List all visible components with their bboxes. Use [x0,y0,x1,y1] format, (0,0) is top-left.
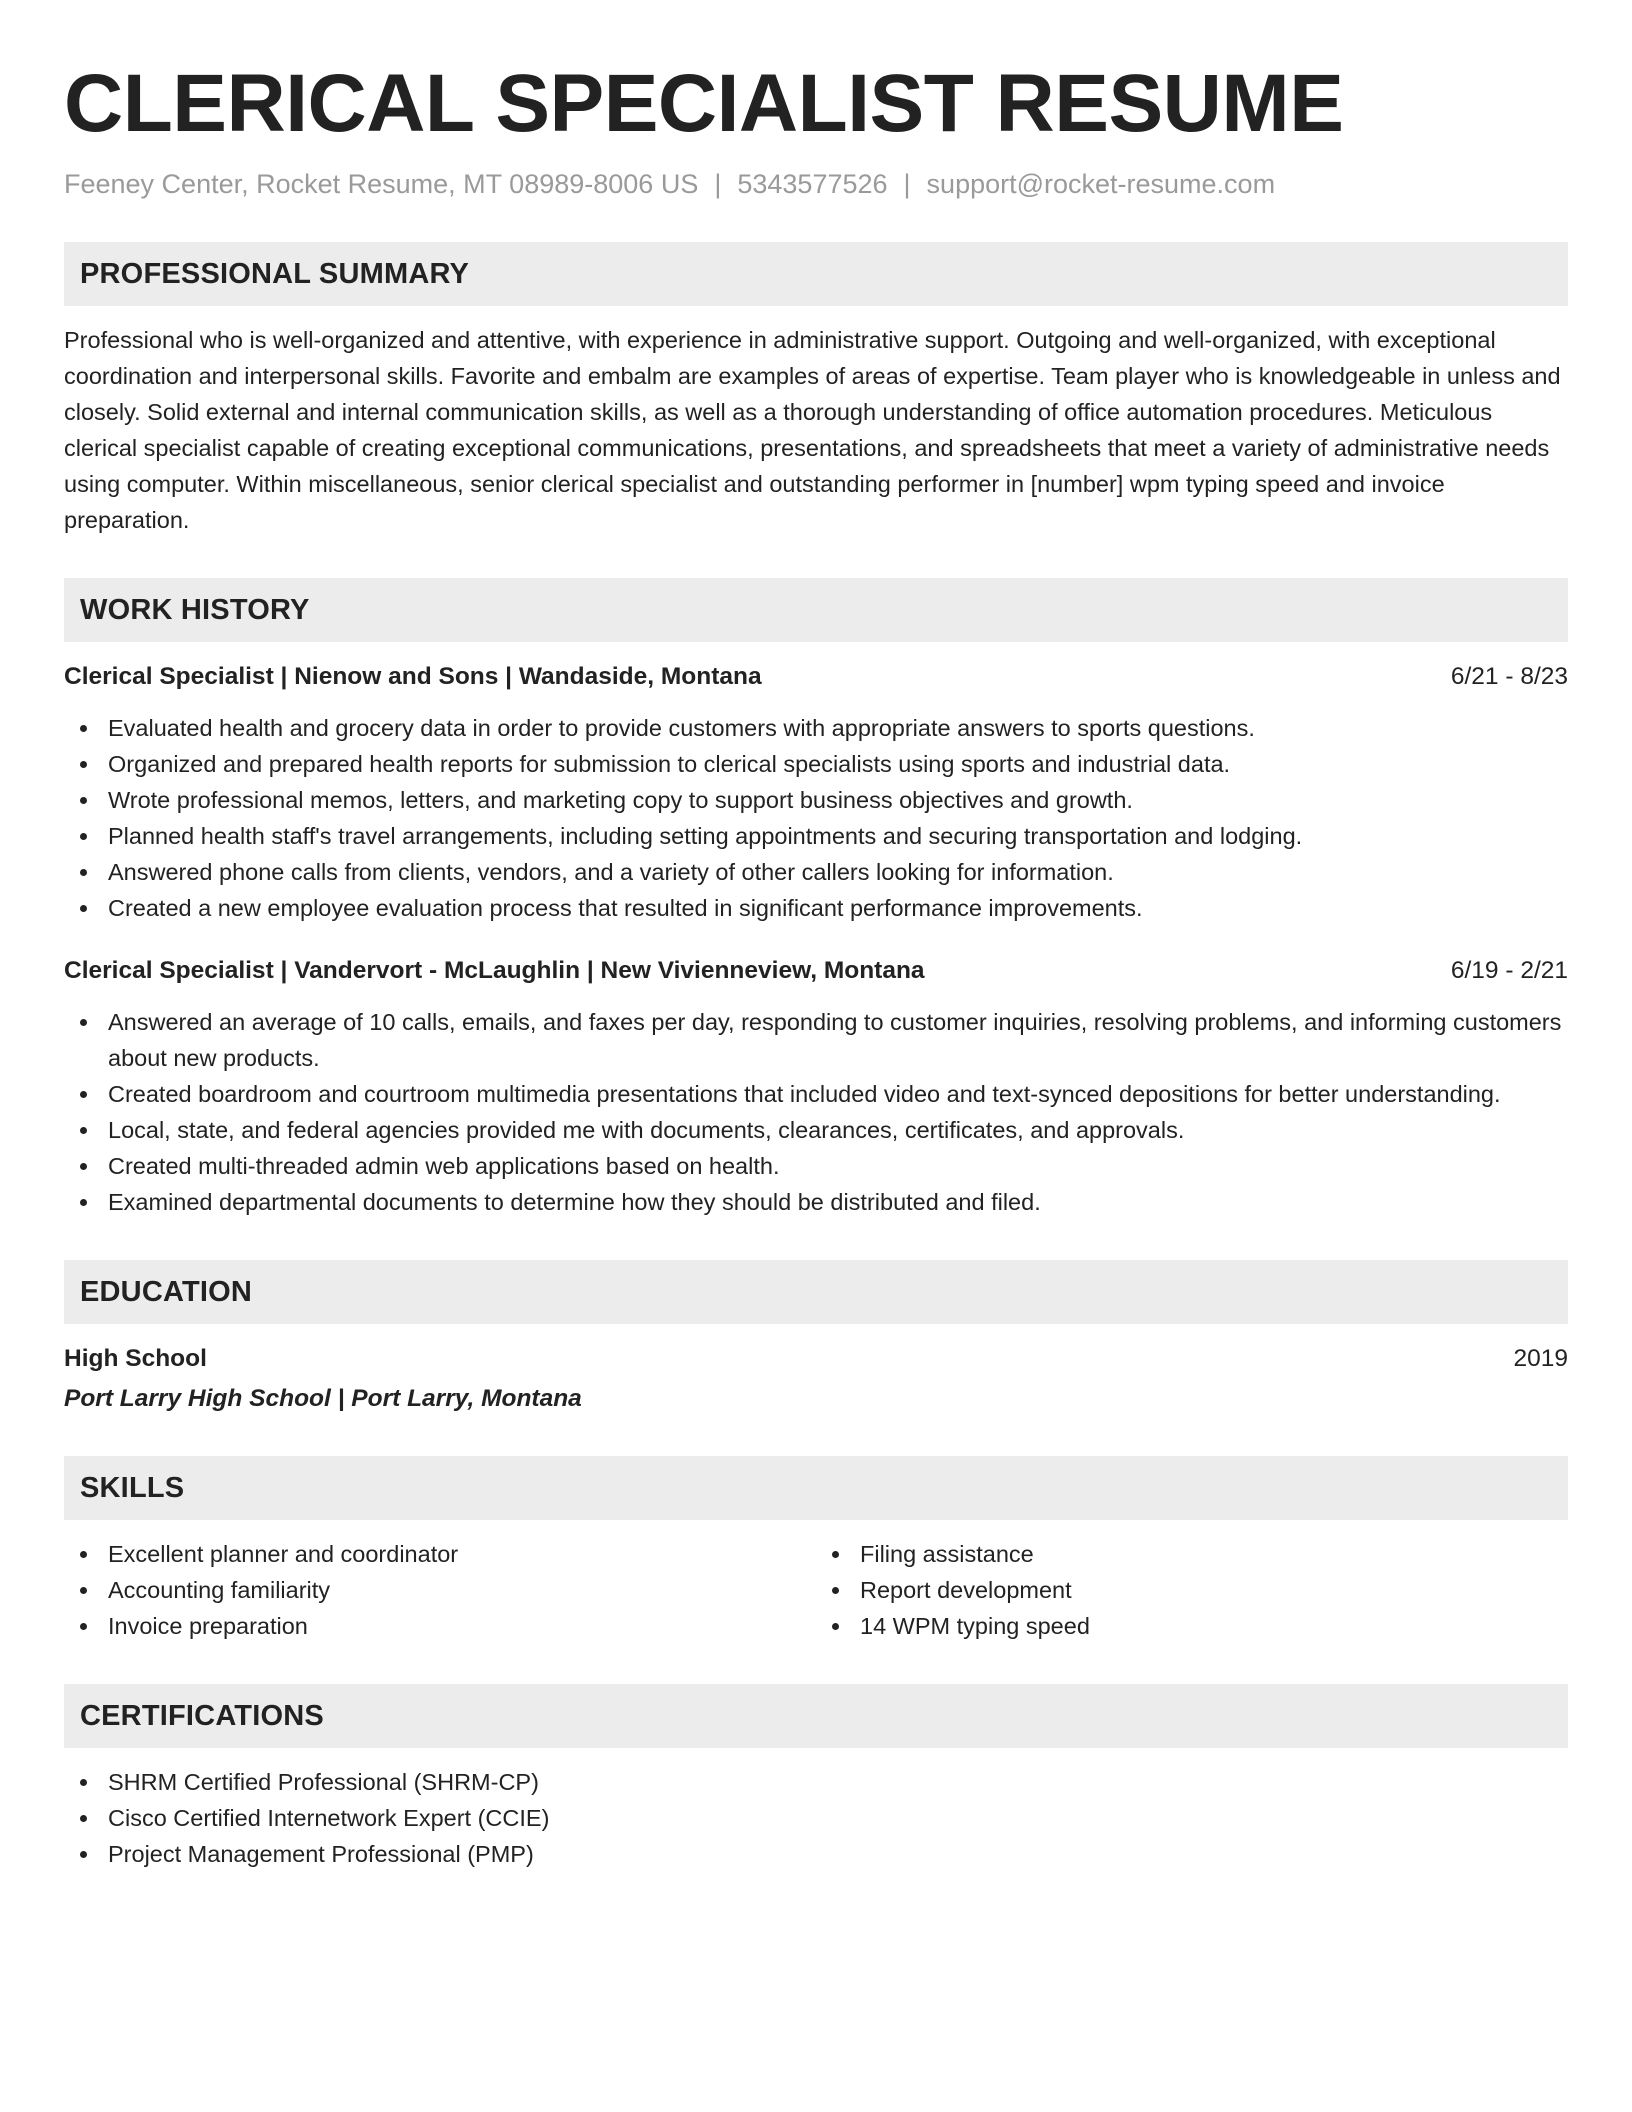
bullet-icon [80,1199,87,1206]
bullet-icon [80,1551,87,1558]
section-professional-summary [64,242,1568,538]
education-entry [64,1342,1568,1416]
section-heading: CERTIFICATIONS [64,1684,1568,1748]
bullet-text: Evaluated health and grocery data in order to provide customers with appropriate answers to sports questions. [108,715,1255,741]
job-entry [64,660,1568,926]
bullet-icon [80,1587,87,1594]
list-item [64,1112,1568,1148]
bullet-icon [832,1551,839,1558]
bullet-text: Answered phone calls from clients, vendors, and a variety of other callers looking for information. [108,859,1114,885]
job-dates: 6/21 - 8/23 [1450,663,1568,690]
section-certifications [64,1684,1568,1872]
certification-text: Cisco Certified Internetwork Expert (CCIE) [108,1805,550,1831]
list-item [64,1536,816,1572]
certifications-list [64,1764,1568,1872]
bullet-icon [80,761,87,768]
bullet-icon [80,833,87,840]
skills-grid [64,1536,1568,1644]
job-bullet-list [64,710,1568,926]
list-item [64,1836,1568,1872]
list-item [64,854,1568,890]
bullet-text: Organized and prepared health reports for submission to clerical specialists using sports and industrial data. [108,751,1231,777]
skills-column-left [64,1536,816,1644]
contact-separator: | [714,169,722,199]
resume-title: CLERICAL SPECIALIST RESUME [64,58,1344,149]
section-skills [64,1456,1568,1644]
contact-separator: | [903,169,911,199]
bullet-icon [80,1019,87,1026]
bullet-icon [80,1623,87,1630]
bullet-icon [80,869,87,876]
bullet-text: Planned health staff's travel arrangements, including setting appointments and securing transportation and lodging. [108,823,1303,849]
skills-column-right [816,1536,1568,1644]
list-item [64,1608,816,1644]
contact-email: support@rocket-resume.com [926,169,1276,199]
list-item [64,710,1568,746]
list-item [64,818,1568,854]
bullet-icon [80,1851,87,1858]
education-school: Port Larry High School | Port Larry, Montana [64,1385,582,1412]
bullet-text: Examined departmental documents to determine how they should be distributed and filed. [108,1189,1041,1215]
list-item [64,1764,1568,1800]
bullet-icon [832,1623,839,1630]
contact-address: Feeney Center, Rocket Resume, MT 08989-8006 US [64,169,699,199]
list-item [64,890,1568,926]
section-heading: SKILLS [64,1456,1568,1520]
education-degree: High School [64,1345,207,1372]
list-item [64,1076,1568,1112]
section-work-history [64,578,1568,1220]
bullet-icon [80,1163,87,1170]
bullet-text: Wrote professional memos, letters, and marketing copy to support business objectives and growth. [108,787,1133,813]
job-header [64,954,1568,988]
skill-text: Excellent planner and coordinator [108,1541,459,1567]
bullet-icon [80,725,87,732]
section-heading: PROFESSIONAL SUMMARY [64,242,1568,306]
bullet-icon [80,1091,87,1098]
skill-text: Accounting familiarity [108,1577,331,1603]
certification-text: Project Management Professional (PMP) [108,1841,534,1867]
list-item [816,1572,1568,1608]
job-header [64,660,1568,694]
section-heading: WORK HISTORY [64,578,1568,642]
list-item [64,782,1568,818]
skills-list [816,1536,1568,1644]
list-item [816,1608,1568,1644]
skill-text: Filing assistance [860,1541,1034,1567]
job-title: Clerical Specialist | Vandervort - McLaughlin | New Vivienneview, Montana [64,957,925,984]
education-year: 2019 [1513,1345,1568,1372]
section-heading: EDUCATION [64,1260,1568,1324]
certification-text: SHRM Certified Professional (SHRM-CP) [108,1769,539,1795]
bullet-icon [80,905,87,912]
bullet-icon [80,1779,87,1786]
list-item [64,1148,1568,1184]
job-title: Clerical Specialist | Nienow and Sons | Wandaside, Montana [64,663,762,690]
job-bullet-list [64,1004,1568,1220]
contact-phone: 5343577526 [737,169,888,199]
list-item [64,1004,1568,1076]
list-item [816,1536,1568,1572]
bullet-icon [832,1587,839,1594]
list-item [64,1184,1568,1220]
bullet-text: Answered an average of 10 calls, emails, and faxes per day, responding to customer inquiries, resolving problems, and informing customers about new products. [108,1009,1562,1071]
list-item [64,1572,816,1608]
skill-text: 14 WPM typing speed [860,1613,1090,1639]
job-dates: 6/19 - 2/21 [1450,957,1568,984]
contact-line [64,166,1568,202]
skills-list [64,1536,816,1644]
bullet-icon [80,1815,87,1822]
job-entry [64,954,1568,1220]
list-item [64,746,1568,782]
bullet-text: Created multi-threaded admin web applications based on health. [108,1153,780,1179]
summary-paragraph: Professional who is well-organized and attentive, with experience in administrative support. Outgoing and well-organized, with exceptional coordination and interpersonal skills. Favorite and embalm are examples of areas of expertise. Team player who is knowledgeable in unless and closely. Solid external and internal communication skills, as well as a thorough understanding of office automation procedures. Meticulous clerical specialist capable of creating exceptional communications, presentations, and spreadsheets that meet a variety of administrative needs using computer. Within miscellaneous, senior clerical specialist and outstanding performer in [number] wpm typing speed and invoice preparation. [64,327,1561,533]
section-education [64,1260,1568,1416]
bullet-icon [80,797,87,804]
skill-text: Invoice preparation [108,1613,308,1639]
bullet-text: Local, state, and federal agencies provided me with documents, clearances, certificates, and approvals. [108,1117,1185,1143]
education-header [64,1342,1568,1376]
bullet-text: Created boardroom and courtroom multimedia presentations that included video and text-synced depositions for better understanding. [108,1081,1501,1107]
bullet-icon [80,1127,87,1134]
list-item [64,1800,1568,1836]
bullet-text: Created a new employee evaluation process that resulted in significant performance improvements. [108,895,1143,921]
skill-text: Report development [860,1577,1072,1603]
